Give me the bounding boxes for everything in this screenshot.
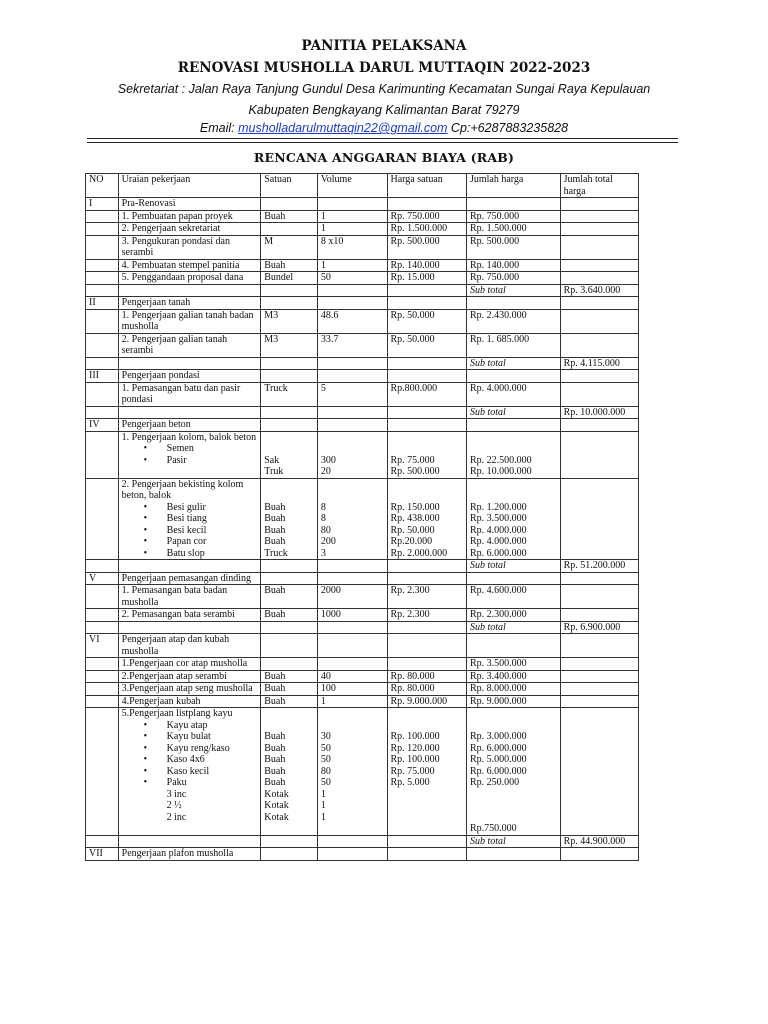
subtotal-row [86, 284, 639, 297]
volume-cell [317, 658, 387, 671]
jumlah-cell: Rp. 750.000 [466, 272, 560, 285]
table-row [86, 609, 639, 622]
table-row [86, 309, 639, 333]
section-row [86, 634, 639, 658]
satuan-cell: Sak Truk [261, 431, 318, 478]
table-row [86, 431, 639, 478]
uraian-cell: 1. Pemasangan bata badan musholla [118, 585, 261, 609]
address-line-2: Kabupaten Bengkayang Kalimantan Barat 79279 [248, 103, 520, 117]
item-group-title: 2. Pengerjaan bekisting kolom beton, balok [121, 478, 244, 501]
list-item: • Paku [144, 777, 259, 789]
subtotal-label: Sub total [466, 357, 560, 370]
contact-line [0, 121, 768, 135]
satuan-cell: Buah [261, 259, 318, 272]
subtotal-label: Sub total [466, 621, 560, 634]
table-row [86, 210, 639, 223]
committee-title: PANITIA PELAKSANA [301, 38, 467, 54]
jumlah-cell: Rp. 4.000.000 [466, 382, 560, 406]
phone-number: Cp:+6287883235828 [447, 121, 569, 135]
volume-cell: 1 [317, 210, 387, 223]
satuan-cell: Buah Buah Buah Buah Buah Kotak Kotak Kotak [261, 708, 318, 836]
section-row [86, 572, 639, 585]
subtotal-value: Rp. 3.640.000 [560, 284, 638, 297]
uraian-cell: 3. Pengukuran pondasi dan serambi [118, 235, 261, 259]
table-row [86, 272, 639, 285]
section-row [86, 297, 639, 310]
col-header-no: NO [86, 174, 119, 198]
uraian-cell: 1. Pemasangan batu dan pasir pondasi [118, 382, 261, 406]
jumlah-cell: Rp. 1.500.000 [466, 223, 560, 236]
table-row [86, 708, 639, 836]
jumlah-cell: Rp. 3.500.000 [466, 658, 560, 671]
address-line-1: Sekretariat : Jalan Raya Tanjung Gundul Desa Karimunting Kecamatan Sungai Raya Kepulauan [117, 82, 651, 96]
subtotal-row [86, 835, 639, 848]
jumlah-cell: Rp. 9.000.000 [466, 695, 560, 708]
uraian-cell [118, 431, 261, 478]
table-row [86, 223, 639, 236]
list-item: • Besi gulir [144, 502, 259, 514]
subtotal-label: Sub total [466, 835, 560, 848]
volume-cell: 8 x10 [317, 235, 387, 259]
subtotal-value: Rp. 4.115.000 [560, 357, 638, 370]
harga-cell: Rp. 75.000 Rp. 500.000 [387, 431, 466, 478]
list-item: 2 ½ [166, 800, 182, 811]
harga-cell: Rp. 140.000 [387, 259, 466, 272]
jumlah-cell: Rp. 3.000.000 Rp. 6.000.000 Rp. 5.000.000 Rp. 6.000.000 Rp. 250.000 Rp.750.000 [466, 708, 560, 836]
subtotal-value: Rp. 51.200.000 [560, 560, 638, 573]
table-row [86, 235, 639, 259]
subtotal-value: Rp. 44.900.000 [560, 835, 638, 848]
harga-cell: Rp.800.000 [387, 382, 466, 406]
harga-cell: Rp. 750.000 [387, 210, 466, 223]
table-row [86, 259, 639, 272]
list-item: 2 inc [166, 811, 187, 823]
jumlah-cell: Rp. 22.500.000 Rp. 10.000.000 [466, 431, 560, 478]
section-title: Pengerjaan pemasangan dinding [118, 572, 261, 585]
satuan-cell: Buah [261, 670, 318, 683]
section-title: Pengerjaan tanah [118, 297, 261, 310]
jumlah-cell: Rp. 1.200.000 Rp. 3.500.000 Rp. 4.000.000 Rp. 4.000.000 Rp. 6.000.000 [466, 478, 560, 560]
col-header-volume: Volume [317, 174, 387, 198]
table-row [86, 670, 639, 683]
uraian-cell: 3.Pengerjaan atap seng musholla [118, 683, 261, 696]
list-item: • Kayu atap [144, 720, 259, 732]
list-item: • Semen [144, 443, 259, 455]
uraian-cell: 5. Penggandaan proposal dana [118, 272, 261, 285]
col-header-total: Jumlah total harga [560, 174, 638, 198]
col-header-satuan: Satuan [261, 174, 318, 198]
list-item: • Kaso 4x6 [144, 754, 259, 766]
uraian-cell [118, 478, 261, 560]
jumlah-cell: Rp. 140.000 [466, 259, 560, 272]
table-row [86, 478, 639, 560]
subtotal-value: Rp. 10.000.000 [560, 406, 638, 419]
volume-cell: 300 20 [317, 431, 387, 478]
uraian-cell [118, 708, 261, 836]
list-item: • Besi tiang [144, 513, 259, 525]
list-item: • Papan cor [144, 536, 259, 548]
harga-cell: Rp. 50.000 [387, 333, 466, 357]
section-row [86, 419, 639, 432]
volume-cell: 5 [317, 382, 387, 406]
volume-cell: 48.6 [317, 309, 387, 333]
uraian-cell: 2. Pengerjaan galian tanah serambi [118, 333, 261, 357]
table-row [86, 658, 639, 671]
section-number: VI [86, 634, 119, 658]
table-row [86, 585, 639, 609]
satuan-cell: Buah [261, 585, 318, 609]
budget-table [85, 173, 639, 861]
project-title: RENOVASI MUSHOLLA DARUL MUTTAQIN 2022-2023 [177, 60, 591, 76]
jumlah-cell: Rp. 2.300.000 [466, 609, 560, 622]
harga-cell: Rp. 500.000 [387, 235, 466, 259]
section-row [86, 848, 639, 861]
satuan-cell: Truck [261, 382, 318, 406]
jumlah-cell: Rp. 2.430.000 [466, 309, 560, 333]
email-label: Email: [199, 121, 239, 135]
satuan-cell [261, 223, 318, 236]
harga-cell: Rp. 100.000 Rp. 120.000 Rp. 100.000 Rp. 75.000 Rp. 5.000 [387, 708, 466, 836]
satuan-cell: Buah [261, 609, 318, 622]
section-number: I [86, 198, 119, 211]
harga-cell: Rp. 150.000 Rp. 438.000 Rp. 50.000 Rp.20.000 Rp. 2.000.000 [387, 478, 466, 560]
volume-cell: 1 [317, 695, 387, 708]
subtotal-row [86, 357, 639, 370]
harga-cell: Rp. 2.300 [387, 585, 466, 609]
section-title: Pengerjaan pondasi [118, 370, 261, 383]
harga-cell: Rp. 1.500.000 [387, 223, 466, 236]
uraian-cell: 1. Pengerjaan galian tanah badan musholla [118, 309, 261, 333]
satuan-cell: Buah [261, 210, 318, 223]
col-header-harga: Harga satuan [387, 174, 466, 198]
email-link[interactable]: musholladarulmuttaqin22@gmail.com [238, 121, 448, 135]
jumlah-cell: Rp. 8.000.000 [466, 683, 560, 696]
uraian-cell: 4. Pembuatan stempel panitia [118, 259, 261, 272]
jumlah-cell: Rp. 1. 685.000 [466, 333, 560, 357]
item-group-title: 5.Pengerjaan listplang kayu [121, 708, 233, 719]
paku-total: Rp.750.000 [469, 823, 517, 834]
harga-cell [387, 658, 466, 671]
subtotal-row [86, 560, 639, 573]
section-title: Pengerjaan plafon musholla [118, 848, 261, 861]
list-item: • Pasir [144, 455, 259, 467]
list-item: • Batu slop [144, 548, 259, 560]
table-header-row [86, 174, 639, 198]
uraian-cell: 2. Pengerjaan sekretariat [118, 223, 261, 236]
list-item: • Kaso kecil [144, 766, 259, 778]
harga-cell: Rp. 2.300 [387, 609, 466, 622]
col-header-uraian: Uraian pekerjaan [118, 174, 261, 198]
harga-cell: Rp. 15.000 [387, 272, 466, 285]
satuan-cell: Bundel [261, 272, 318, 285]
list-item: • Besi kecil [144, 525, 259, 537]
volume-cell: 40 [317, 670, 387, 683]
section-title: Pengerjaan atap dan kubah musholla [118, 634, 261, 658]
section-number: IV [86, 419, 119, 432]
volume-cell: 100 [317, 683, 387, 696]
jumlah-cell: Rp. 4.600.000 [466, 585, 560, 609]
uraian-cell: 2.Pengerjaan atap serambi [118, 670, 261, 683]
volume-cell: 1 [317, 259, 387, 272]
harga-cell: Rp. 80.000 [387, 683, 466, 696]
header-rule-thick [87, 138, 678, 139]
jumlah-cell: Rp. 3.400.000 [466, 670, 560, 683]
uraian-cell: 2. Pemasangan bata serambi [118, 609, 261, 622]
volume-cell: 30 50 50 80 50 1 1 1 [317, 708, 387, 836]
subtotal-label: Sub total [466, 284, 560, 297]
uraian-cell: 1. Pembuatan papan proyek [118, 210, 261, 223]
volume-cell: 1 [317, 223, 387, 236]
subtotal-row [86, 621, 639, 634]
list-item: • Kayu bulat [144, 731, 259, 743]
satuan-cell: M3 [261, 309, 318, 333]
table-row [86, 683, 639, 696]
subtotal-value: Rp. 6.900.000 [560, 621, 638, 634]
volume-cell: 8 8 80 200 3 [317, 478, 387, 560]
uraian-cell: 1.Pengerjaan cor atap musholla [118, 658, 261, 671]
uraian-cell: 4.Pengerjaan kubah [118, 695, 261, 708]
section-title: Pengerjaan beton [118, 419, 261, 432]
list-item: • Kayu reng/kaso [144, 743, 259, 755]
section-title: Pra-Renovasi [118, 198, 261, 211]
table-row [86, 382, 639, 406]
satuan-cell: Buah [261, 695, 318, 708]
section-number: V [86, 572, 119, 585]
volume-cell: 1000 [317, 609, 387, 622]
table-row [86, 333, 639, 357]
satuan-cell: M3 [261, 333, 318, 357]
satuan-cell [261, 658, 318, 671]
jumlah-cell: Rp. 500.000 [466, 235, 560, 259]
col-header-jumlah: Jumlah harga [466, 174, 560, 198]
satuan-cell: Buah Buah Buah Buah Truck [261, 478, 318, 560]
volume-cell: 50 [317, 272, 387, 285]
volume-cell: 2000 [317, 585, 387, 609]
satuan-cell: M [261, 235, 318, 259]
harga-cell: Rp. 50.000 [387, 309, 466, 333]
subtotal-label: Sub total [466, 560, 560, 573]
section-number: II [86, 297, 119, 310]
section-number: VII [86, 848, 119, 861]
jumlah-cell: Rp. 750.000 [466, 210, 560, 223]
satuan-cell: Buah [261, 683, 318, 696]
table-row [86, 695, 639, 708]
harga-cell: Rp. 9.000.000 [387, 695, 466, 708]
subtotal-label: Sub total [466, 406, 560, 419]
item-group-title: 1. Pengerjaan kolom, balok beton [121, 431, 257, 443]
document-title: RENCANA ANGGARAN BIAYA (RAB) [253, 150, 515, 165]
section-row [86, 370, 639, 383]
volume-cell: 33.7 [317, 333, 387, 357]
harga-cell: Rp. 80.000 [387, 670, 466, 683]
list-item: 3 inc [166, 788, 187, 800]
subtotal-row [86, 406, 639, 419]
section-row [86, 198, 639, 211]
header-rule-thin [87, 142, 678, 143]
section-number: III [86, 370, 119, 383]
